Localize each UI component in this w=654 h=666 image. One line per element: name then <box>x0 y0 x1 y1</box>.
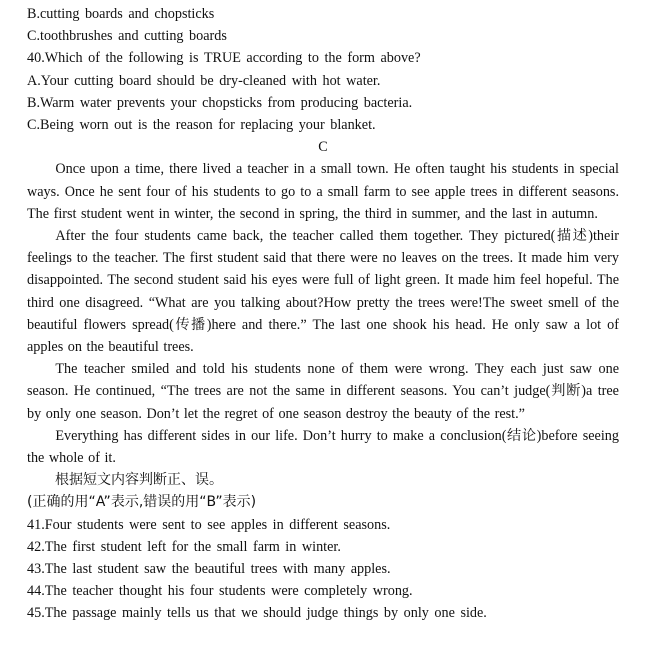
question-40-option-c: C.Being worn out is the reason for replacing your blanket. <box>27 116 376 133</box>
question-40-stem: 40.Which of the following is TRUE according to the form above? <box>27 50 421 67</box>
statement-45: 45.The passage mainly tells us that we should judge things by only one side. <box>27 605 487 622</box>
passage-paragraph-3: The teacher smiled and told his students none of them were wrong. They each just saw one season. He continued, “The trees are not the same in different seasons. You can’t judge(判断)a tree by only one season. Don’t let the regret of one season destroy the beauty of the rest.” <box>27 361 619 422</box>
statement-42: 42.The first student left for the small farm in winter. <box>27 538 341 555</box>
question-40-option-b: B.Warm water prevents your chopsticks from producing bacteria. <box>27 94 413 111</box>
passage-paragraph-1: Once upon a time, there lived a teacher in a small town. He often taught his students in special ways. Once he sent four of his students to go to a small farm to see apple trees in different seasons. The first student went in winter, the second in spring, the third in summer, and the last in autumn. <box>27 161 619 222</box>
statement-41: 41.Four students were sent to see apples in different seasons. <box>27 516 391 533</box>
passage-paragraph-2: After the four students came back, the teacher called them together. They pictured(描述)their feelings to the teacher. The first student said that there were no leaves on the trees. It made him very disappointed. The second student said his eyes were full of light green. It made him feel hopeful. The third one disagreed. “What are you talking about?How pretty the trees were!The sweet smell of the beautiful flowers spread(传播)here and there.” The last one shook his head. He only saw a lot of apples on the beautiful trees. <box>27 227 619 355</box>
question-40-option-a: A.Your cutting board should be dry-cleaned with hot water. <box>27 72 381 89</box>
instructions-note: (正确的用“A”表示,错误的用“B”表示) <box>27 494 257 511</box>
statement-44: 44.The teacher thought his four students were completely wrong. <box>27 583 413 600</box>
option-c-39: C.toothbrushes and cutting boards <box>27 28 227 45</box>
passage-paragraph-4: Everything has different sides in our life. Don’t hurry to make a conclusion(结论)before seeing the whole of it. <box>27 427 619 466</box>
option-b-39: B.cutting boards and chopsticks <box>27 6 215 22</box>
statement-43: 43.The last student saw the beautiful trees with many apples. <box>27 560 391 577</box>
instructions-title: 根据短文内容判断正、误。 <box>55 472 223 489</box>
document-page <box>27 3 619 624</box>
passage-label: C <box>318 139 328 156</box>
